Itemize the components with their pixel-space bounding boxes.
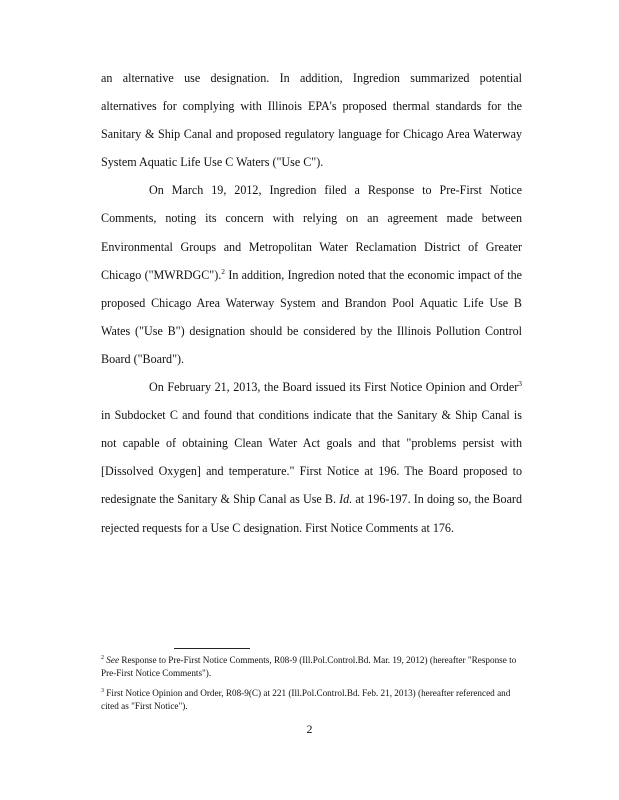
footnote-ref-3: 3 [518,379,522,388]
footnote-2: $^2$ See Response to Pre-First Notice Comments, R08-9 (Ill.Pol.Control.Bd. Mar. 19, 2012) (hereafter "Response to Pre-First Notice Comments"). [101,654,517,678]
paragraph-2: On March 19, 2012, Ingredion filed a Response to Pre-First Notice Comments, noting its concern with relying on an agreement made between Environmental Groups and Metropolitan Water Reclamation District of Greater Chicago ("MWRDGC").$^2$ In addition, Ingredion noted that the economic impact of the proposed Chicago Area Waterway System and Brandon Pool Aquatic Life Use B Wates ("Use B") designation should be considered by the Illinois Pollution Control Board ("Board"). [101,183,523,366]
footnotes [101,654,522,720]
footnote-3: $^3$ First Notice Opinion and Order, R08-9(C) at 221 (Ill.Pol.Control.Bd. Feb. 21, 2013) (hereafter referenced and cited as "First Notice"). [101,687,511,711]
body-text [101,64,522,542]
paragraph-1: an alternative use designation. In addition, Ingredion summarized potential alternatives for complying with Illinois EPA's proposed thermal standards for the Sanitary & Ship Canal and proposed regulatory language for Chicago Area Waterway System Aquatic Life Use C Waters ("Use C"). [101,71,522,170]
footnote-divider [174,648,250,649]
footnote-ref-2: 2 [221,266,226,276]
paragraph-3: On February 21, 2013, the Board issued its First Notice Opinion and Order$^3$ in Subdocket C and found that conditions indicate that the Sanitary & Ship Canal is not capable of obtaining Clean Water Act goals and that "problems persist with [Dissolved Oxygen] and temperature." First Notice at 196. The Board proposed to redesignate the Sanitary & Ship Canal as Use B. Id. at 196-197. In doing so, the Board rejected requests for a Use C designation. First Notice Comments at 176. [101,379,523,535]
page-number: 2 [306,722,313,736]
id-citation: Id. [339,492,353,507]
